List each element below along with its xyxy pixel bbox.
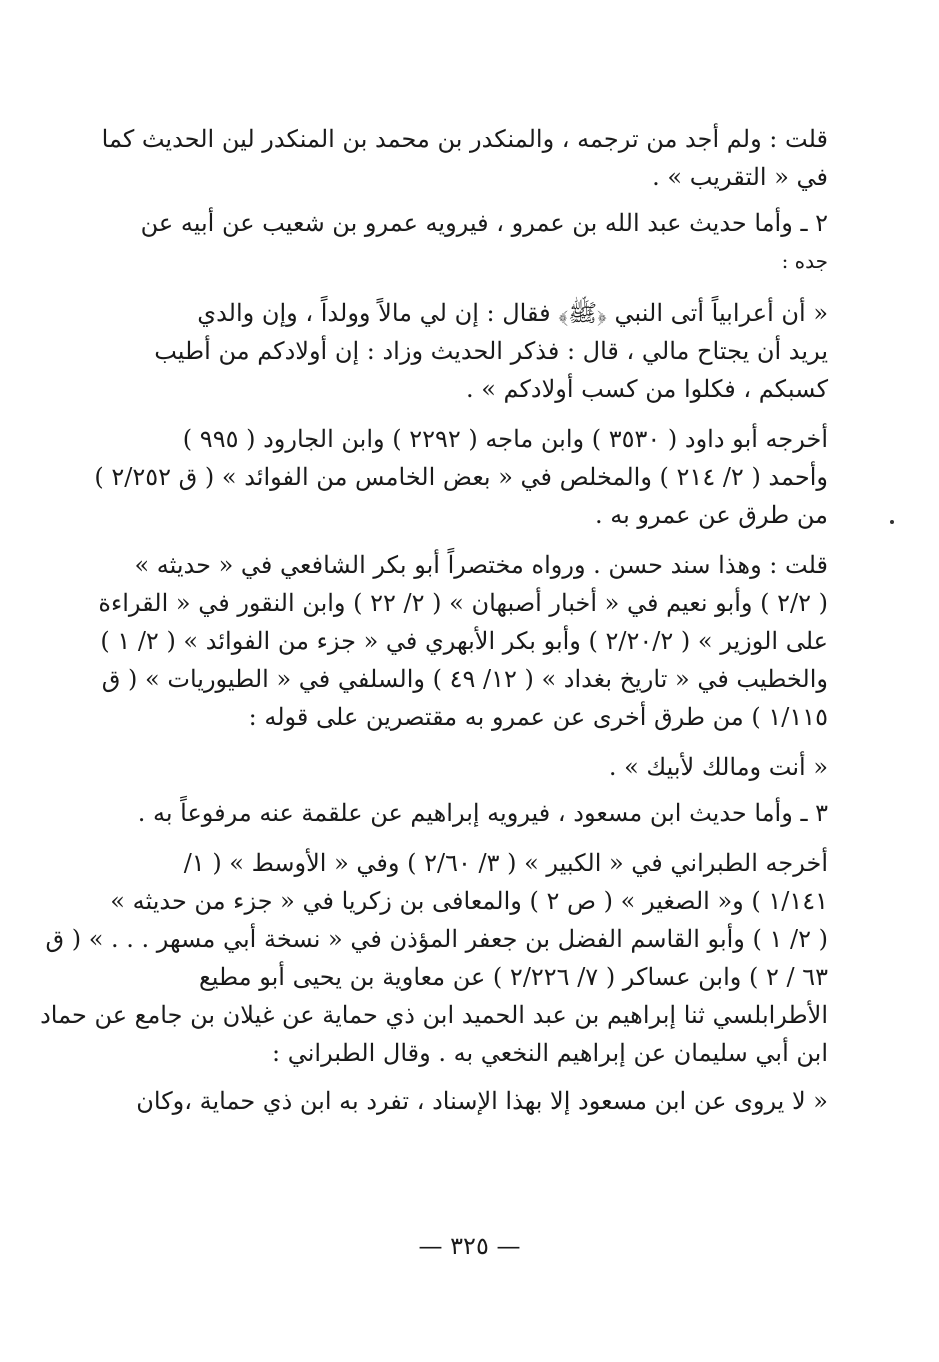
text-line: كسبكم ، فكلوا من كسب أولادكم » . bbox=[465, 375, 828, 403]
page-number: — ٣٢٥ — bbox=[418, 1232, 521, 1260]
text-line: أخرجه الطبراني في « الكبير » ( ٣/ ٢/٦٠ ) وفي « الأوسط » ( ١/ bbox=[183, 849, 828, 877]
text-line: ٦٣ / ٢ ) وابن عساكر ( ٧/ ٢/٢٢٦ ) عن معاوية بن يحيى أبو مطيع bbox=[199, 963, 828, 991]
paragraph bbox=[128, 794, 828, 832]
text-line: ٣ ـ وأما حديث ابن مسعود ، فيرويه إبراهيم عن علقمة عنه مرفوعاً به . bbox=[137, 799, 828, 827]
text-line: من طرق عن عمرو به . bbox=[594, 501, 828, 529]
text-line: أخرجه أبو داود ( ٣٥٣٠ ) وابن ماجه ( ٢٢٩٢ ) وابن الجارود ( ٩٩٥ ) bbox=[182, 425, 828, 453]
quoted-hadith bbox=[128, 748, 828, 786]
text-line: الأطرابلسي ثنا إبراهيم بن عبد الحميد ابن ذي حماية عن غيلان بن جامع عن حماد bbox=[40, 1001, 828, 1029]
text-line: ٢ ـ وأما حديث عبد الله بن عمرو ، فيرويه عمرو بن شعيب عن أبيه عن bbox=[140, 209, 828, 237]
paragraph bbox=[40, 844, 828, 1072]
text-line: ١/١٤١ ) و« الصغير » ( ص ٢ ) والمعافى بن زكريا في « جزء من حديثه » bbox=[110, 887, 828, 915]
text-line: والخطيب في « تاريخ بغداد » ( ١٢/ ٤٩ ) والسلفي في « الطيوريات » ( ق bbox=[101, 665, 828, 693]
text-line: في « التقريب » . bbox=[652, 163, 828, 191]
paragraph bbox=[101, 120, 828, 196]
quoted-hadith bbox=[128, 294, 828, 408]
text-line: جده : bbox=[781, 249, 828, 273]
text-line: ( ٢/٢ ) وأبو نعيم في « أخبار أصبهان » ( ٢/ ٢٢ ) وابن النقور في « القراءة bbox=[98, 589, 828, 617]
paragraph bbox=[98, 546, 828, 736]
text-line: وأحمد ( ٢/ ٢١٤ ) والمخلص في « بعض الخامس من الفوائد » ( ق ٢/٢٥٢ ) bbox=[94, 463, 828, 491]
text-line: على الوزير » ( ٢/٢٠/٢ ) وأبو بكر الأبهري في « جزء من الفوائد » ( ٢/ ١ ) bbox=[100, 627, 828, 655]
text-line: « أن أعرابياً أتى النبي ﴿ﷺ﴾ فقال : إن لي مالاً وولداً ، وإن والدي bbox=[197, 299, 828, 327]
text-line: « لا يروى عن ابن مسعود إلا بهذا الإسناد ، تفرد به ابن ذي حماية ،وكان bbox=[136, 1087, 828, 1115]
paragraph bbox=[128, 204, 828, 280]
paragraph bbox=[94, 420, 828, 534]
text-line: ١/١١٥ ) من طرق أخرى عن عمرو به مقتصرين على قوله : bbox=[248, 703, 828, 731]
text-line: قلت : وهذا سند حسن . ورواه مختصراً أبو بكر الشافعي في « حديثه » bbox=[134, 551, 828, 579]
text-line: يريد أن يجتاح مالي ، قال : فذكر الحديث وزاد : إن أولادكم من أطيب bbox=[154, 337, 828, 365]
text-line: « أنت ومالك لأبيك » . bbox=[608, 753, 828, 781]
text-line: ابن أبي سليمان عن إبراهيم النخعي به . وقال الطبراني : bbox=[272, 1039, 828, 1067]
page-body bbox=[40, 120, 828, 1130]
text-line: قلت : ولم أجد من ترجمه ، والمنكدر بن محمد بن المنكدر لين الحديث كما bbox=[101, 125, 828, 153]
quoted-text bbox=[128, 1082, 828, 1120]
text-line: ( ٢/ ١ ) وأبو القاسم الفضل بن جعفر المؤذن في « نسخة أبي مسهر . . . » ( ق bbox=[45, 925, 828, 953]
margin-dot bbox=[890, 520, 894, 524]
